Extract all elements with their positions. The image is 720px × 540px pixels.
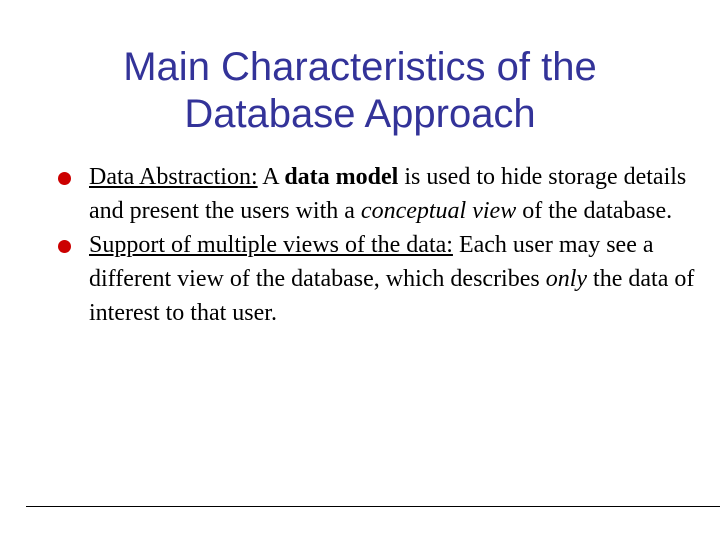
bullet-dot-icon (58, 240, 71, 253)
bullet-text: is used to hide storage details and present the users with a (89, 164, 687, 224)
bullet-text: different view of the database, which describes (89, 266, 546, 292)
title-line-2: Database Approach (184, 92, 536, 136)
bullet-italic-term: only (545, 266, 588, 292)
bullet-multiple-views (58, 228, 698, 330)
bullet-text: Each user may see a (452, 232, 654, 258)
bullet-lead: Data Abstraction: (89, 164, 258, 190)
bullet-text: A (257, 164, 285, 190)
slide-title (60, 44, 660, 138)
title-line-1: Main Characteristics of the (123, 45, 597, 89)
bullet-list (58, 160, 698, 330)
bullet-lead: Support of multiple views of the data: (89, 232, 453, 258)
bullet-data-abstraction (58, 160, 698, 228)
bullet-text: the data of interest to that user. (89, 266, 695, 326)
footer-divider (26, 506, 720, 507)
bullet-bold-term: data model (284, 164, 399, 190)
bullet-italic-term: conceptual view (360, 198, 517, 224)
bullet-dot-icon (58, 172, 71, 185)
bullet-text: of the database. (516, 198, 673, 224)
